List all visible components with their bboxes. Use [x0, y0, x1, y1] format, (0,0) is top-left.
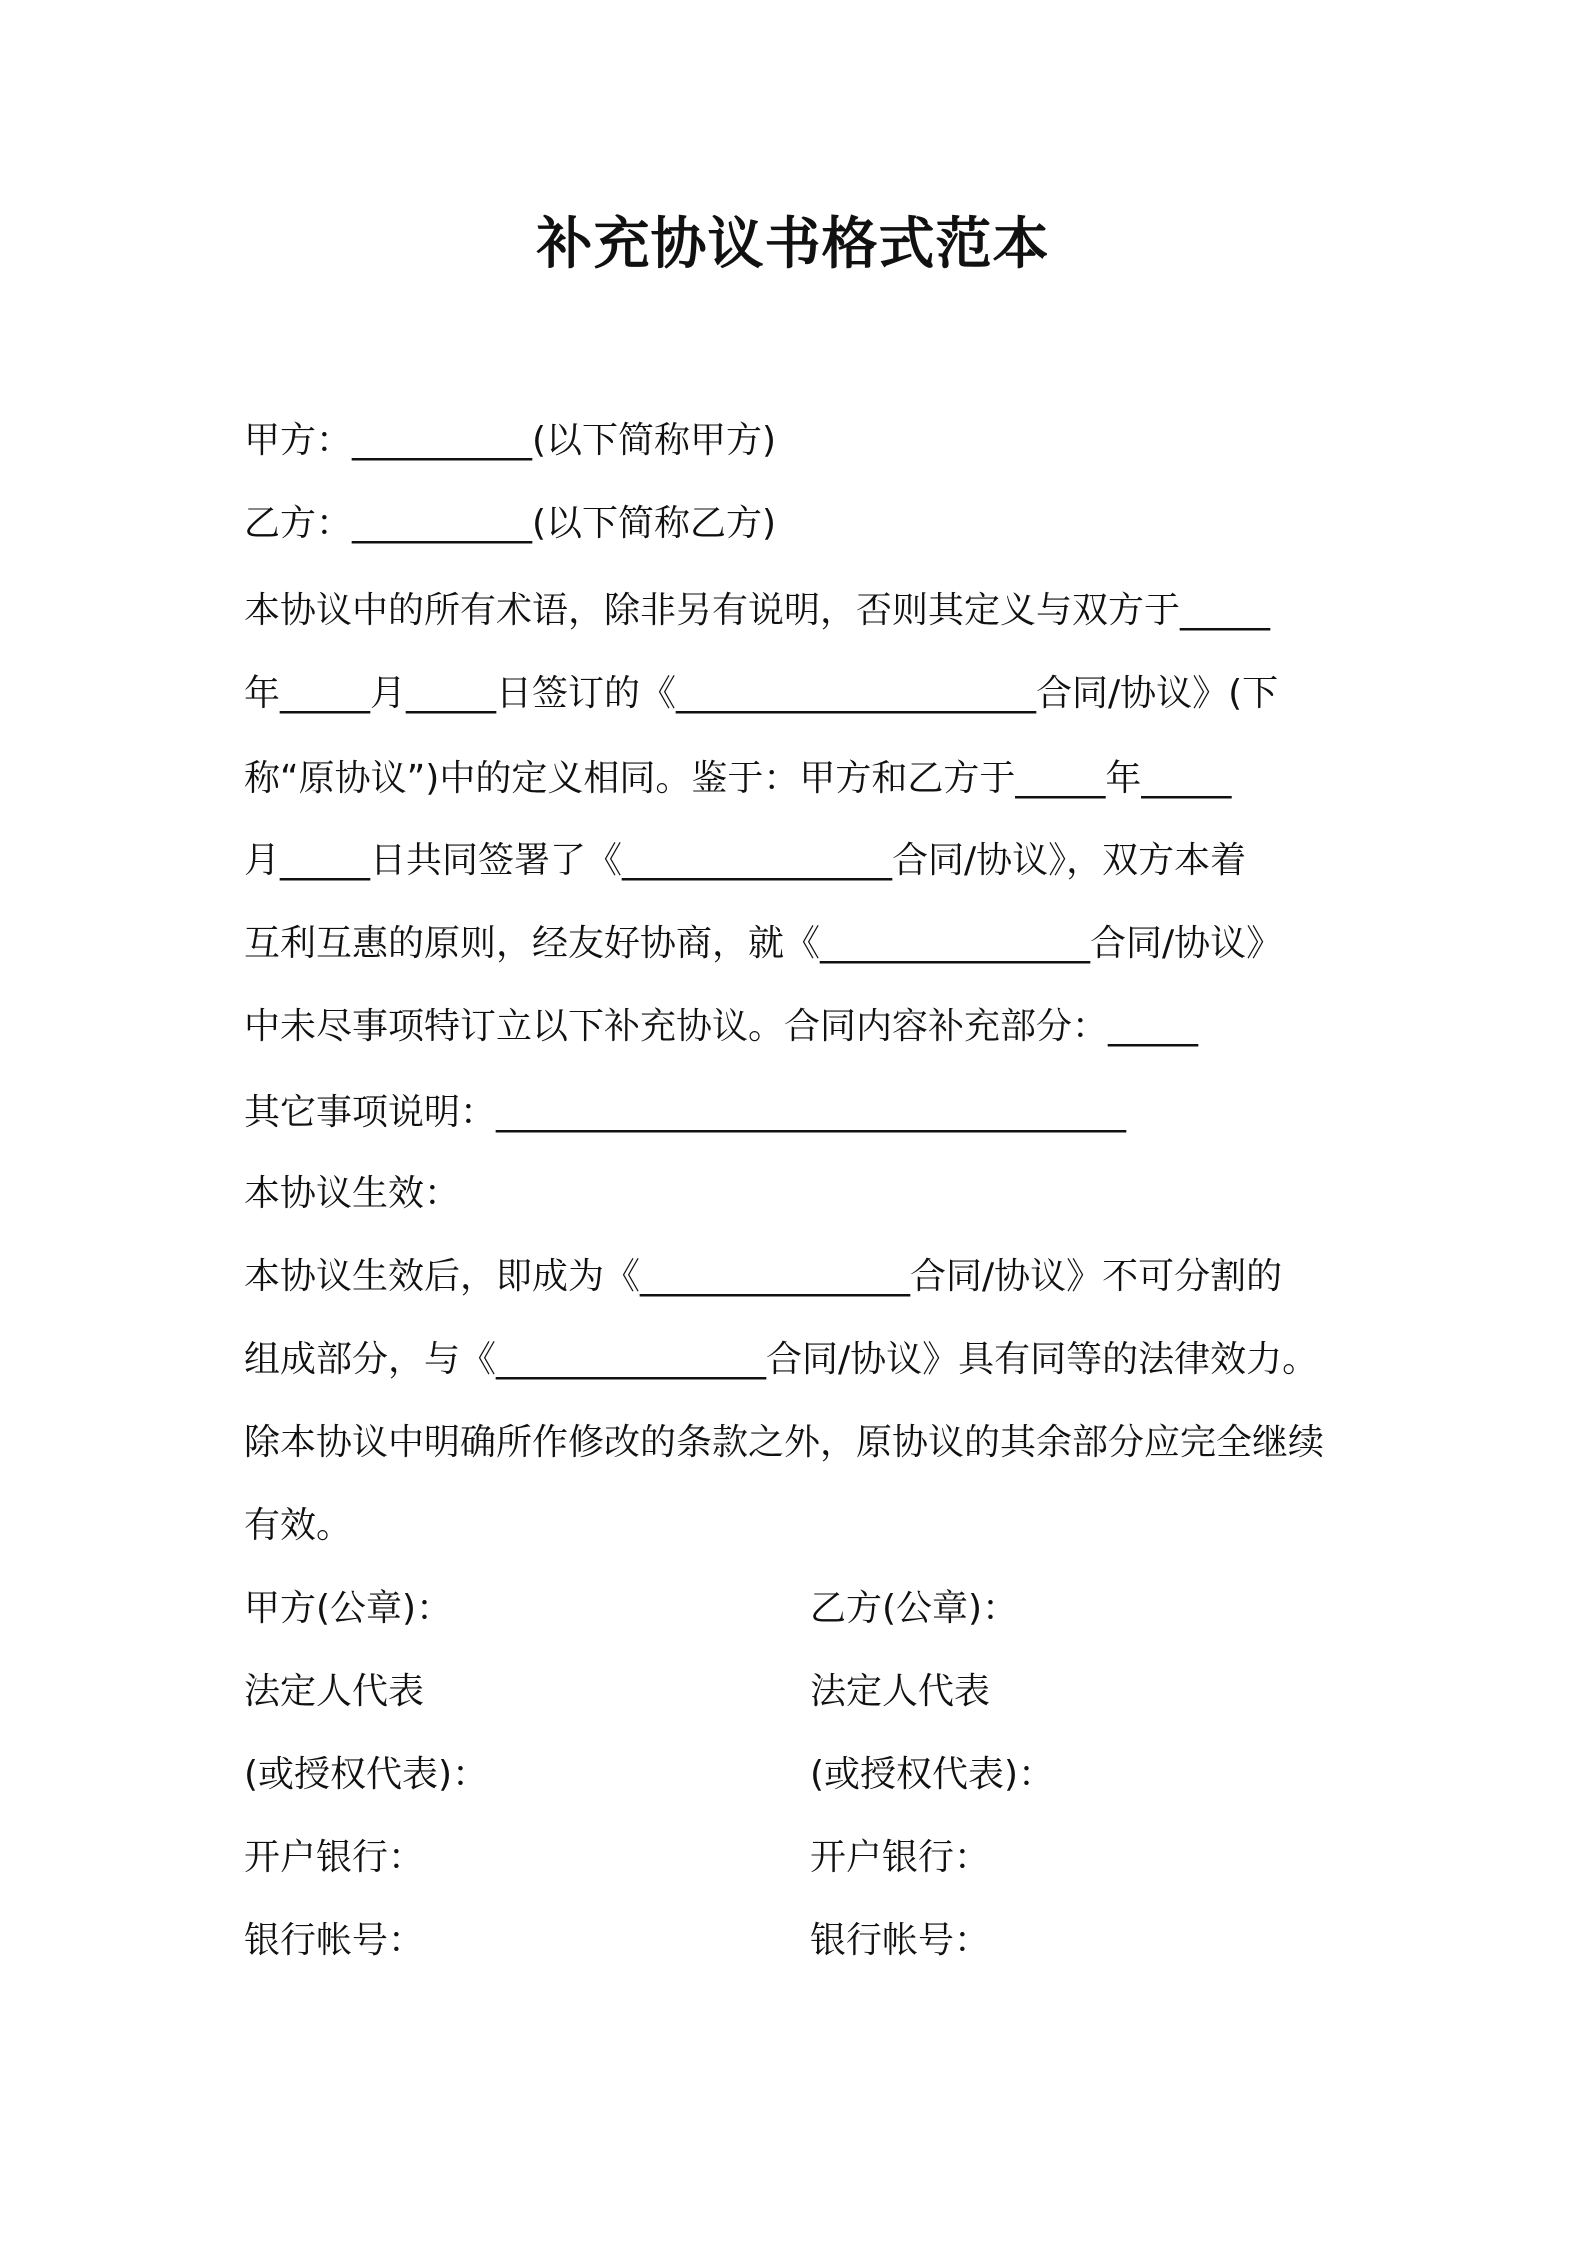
party-a-bank: 开户银行：	[244, 1837, 425, 1878]
party-a-seal: 甲方(公章)：	[244, 1588, 453, 1629]
body-line-1: 本协议中的所有术语，除非另有说明，否则其定义与双方于_____	[244, 590, 1271, 631]
effect-line-1: 本协议生效后，即成为《_______________合同/协议》不可分割的	[244, 1256, 1283, 1297]
party-a-line: 甲方：__________(以下简称甲方)	[244, 420, 777, 461]
effect-line-3: 除本协议中明确所作修改的条款之外，原协议的其余部分应完全继续	[244, 1422, 1325, 1463]
party-b-account: 银行帐号：	[810, 1920, 991, 1961]
body-line-6: 中未尽事项特订立以下补充协议。合同内容补充部分：_____	[244, 1006, 1199, 1047]
party-a-legal-rep: 法定人代表	[244, 1671, 425, 1712]
party-b-authorized-rep: (或授权代表)：	[810, 1754, 1055, 1795]
effect-heading: 本协议生效：	[244, 1173, 461, 1214]
party-a-authorized-rep: (或授权代表)：	[244, 1754, 489, 1795]
document-title: 补充协议书格式范本	[536, 212, 1050, 277]
body-line-4: 月_____日共同签署了《_______________合同/协议》，双方本着	[244, 840, 1247, 881]
party-b-line: 乙方：__________(以下简称乙方)	[244, 503, 777, 544]
body-line-5: 互利互惠的原则，经友好协商，就《_______________合同/协议》	[244, 923, 1283, 964]
party-b-bank: 开户银行：	[810, 1837, 991, 1878]
other-matters-line: 其它事项说明：___________________________________	[244, 1092, 1127, 1133]
party-a-account: 银行帐号：	[244, 1920, 425, 1961]
party-b-legal-rep: 法定人代表	[810, 1671, 991, 1712]
body-line-2: 年_____月_____日签订的《____________________合同/协议》(下	[244, 673, 1279, 714]
body-line-3: 称“原协议”)中的定义相同。鉴于：甲方和乙方于_____年_____	[244, 758, 1232, 799]
effect-line-2: 组成部分，与《_______________合同/协议》具有同等的法律效力。	[244, 1339, 1319, 1380]
party-b-seal: 乙方(公章)：	[810, 1588, 1019, 1629]
effect-line-4: 有效。	[244, 1505, 353, 1546]
